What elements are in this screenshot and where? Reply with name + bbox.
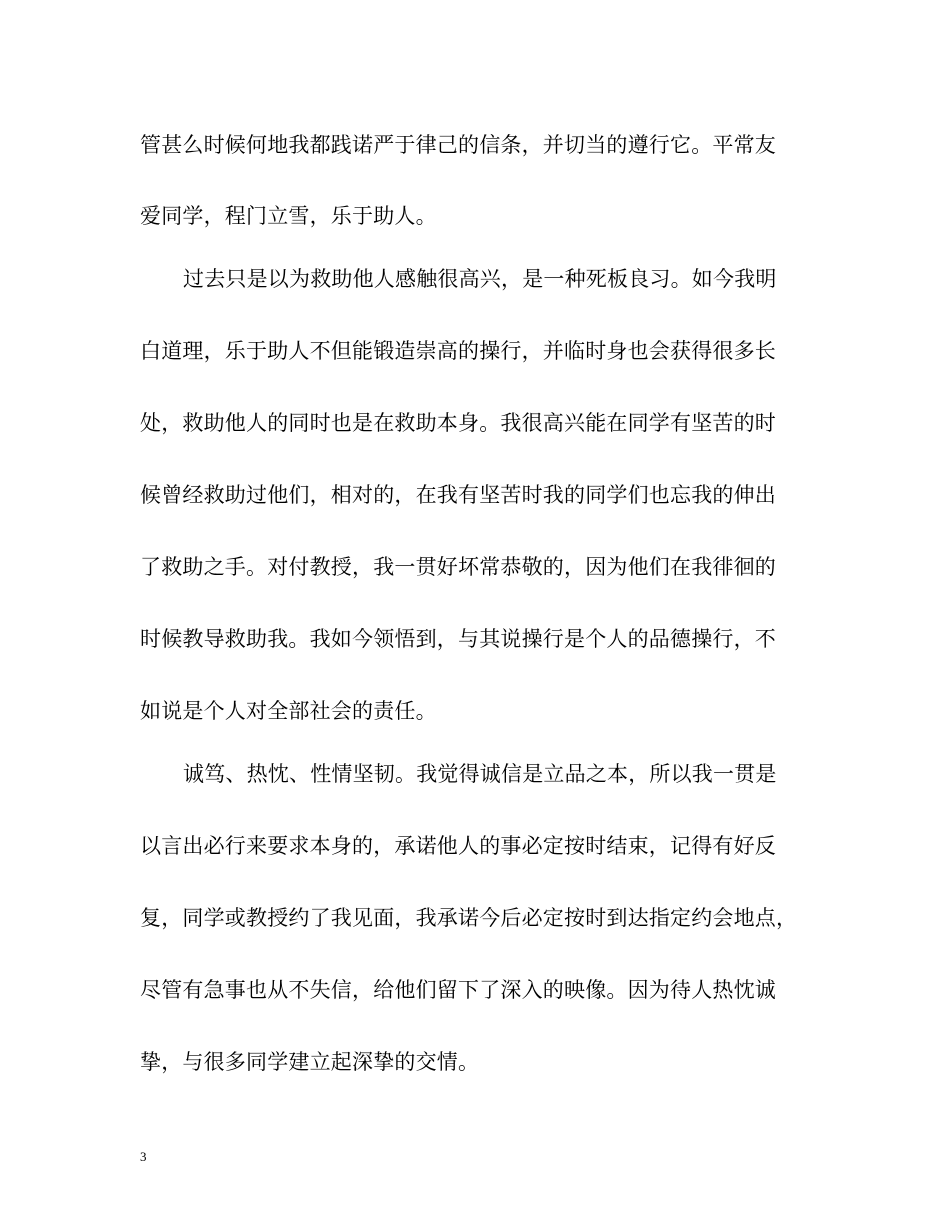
text-line: 候曾经救助过他们，相对的，在我有坚苦时我的同学们也忘我的伸出 (140, 483, 776, 507)
text-line: 如说是个人对全部社会的责任。 (140, 699, 437, 723)
text-line: 挚，与很多同学建立起深挚的交情。 (140, 1050, 480, 1074)
text-line: 白道理，乐于助人不但能锻造崇高的操行，并临时身也会获得很多长 (140, 339, 776, 363)
page-number: 3 (140, 1149, 147, 1164)
text-line: 了救助之手。对付教授，我一贯好坏常恭敬的，因为他们在我徘徊的 (140, 555, 776, 579)
paragraph-first-line: 过去只是以为救助他人感触很高兴，是一种死板良习。如今我明 (183, 267, 777, 291)
text-line: 管甚么时候何地我都践诺严于律己的信条，并切当的遵行它。平常友 (140, 133, 776, 157)
text-line: 以言出必行来要求本身的，承诺他人的事必定按时结束，记得有好反 (140, 834, 776, 858)
text-line: 爱同学，程门立雪，乐于助人。 (140, 204, 437, 228)
text-line: 时候教导救助我。我如今领悟到，与其说操行是个人的品德操行，不 (140, 627, 776, 651)
text-line: 复，同学或教授约了我见面，我承诺今后必定按时到达指定约会地点， (140, 906, 798, 930)
text-line: 处，救助他人的同时也是在救助本身。我很高兴能在同学有坚苦的时 (140, 411, 776, 435)
text-line: 尽管有急事也从不失信，给他们留下了深入的映像。因为待人热忱诚 (140, 978, 776, 1002)
paragraph-first-line: 诚笃、热忱、性情坚韧。我觉得诚信是立品之本，所以我一贯是 (183, 762, 777, 786)
